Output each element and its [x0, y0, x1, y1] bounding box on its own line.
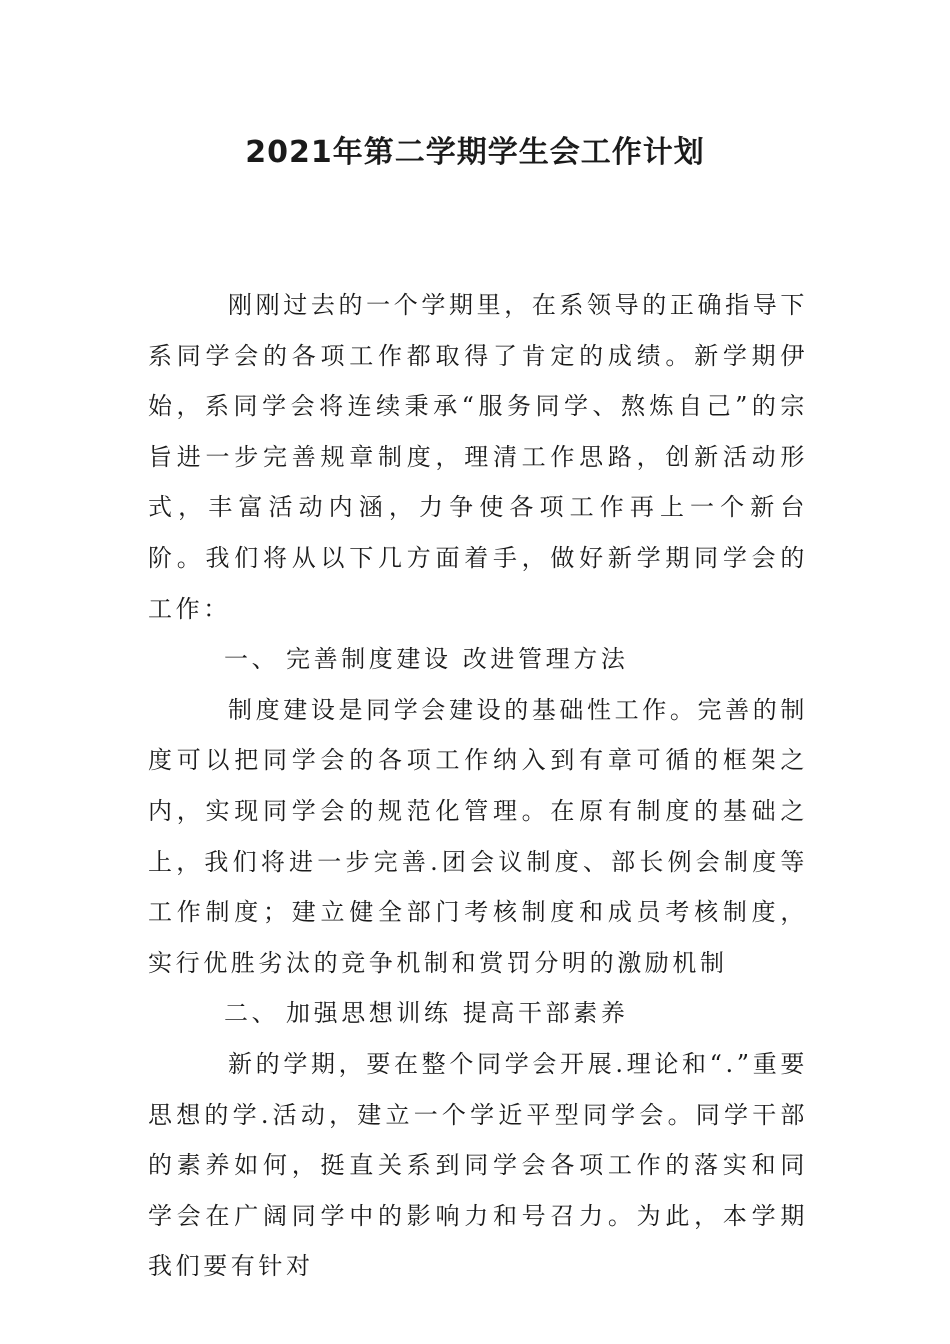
section-heading-text: 加强思想训练 提高干部素养	[286, 999, 629, 1028]
section-number: 二、	[224, 999, 280, 1028]
document-body	[148, 280, 808, 1292]
document-title: 2021年第二学期学生会工作计划	[245, 135, 705, 170]
section-heading-text: 完善制度建设 改进管理方法	[286, 645, 629, 674]
section-heading-2	[148, 988, 808, 1039]
section-number: 一、	[224, 645, 280, 674]
section-heading-1	[148, 634, 808, 685]
section-paragraph-1: 制度建设是同学会建设的基础性工作。完善的制度可以把同学会的各项工作纳入到有章可循的框架之内，实现同学会的规范化管理。在原有制度的基础之上，我们将进一步完善.团会议制度、部长例会制度等工作制度；建立健全部门考核制度和成员考核制度，实行优胜劣汰的竞争机制和赏罚分明的激励机制	[148, 695, 808, 977]
intro-paragraph: 刚刚过去的一个学期里，在系领导的正确指导下系同学会的各项工作都取得了肯定的成绩。新学期伊始，系同学会将连续秉承“服务同学、熬炼自己”的宗旨进一步完善规章制度，理清工作思路，创新活动形式，丰富活动内涵，力争使各项工作再上一个新台阶。我们将从以下几方面着手，做好新学期同学会的工作：	[148, 291, 808, 623]
section-paragraph-2: 新的学期，要在整个同学会开展.理论和“.”重要思想的学.活动，建立一个学近平型同学会。同学干部的素养如何，挺直关系到同学会各项工作的落实和同学会在广阔同学中的影响力和号召力。为此，本学期我们要有针对	[148, 1049, 808, 1281]
